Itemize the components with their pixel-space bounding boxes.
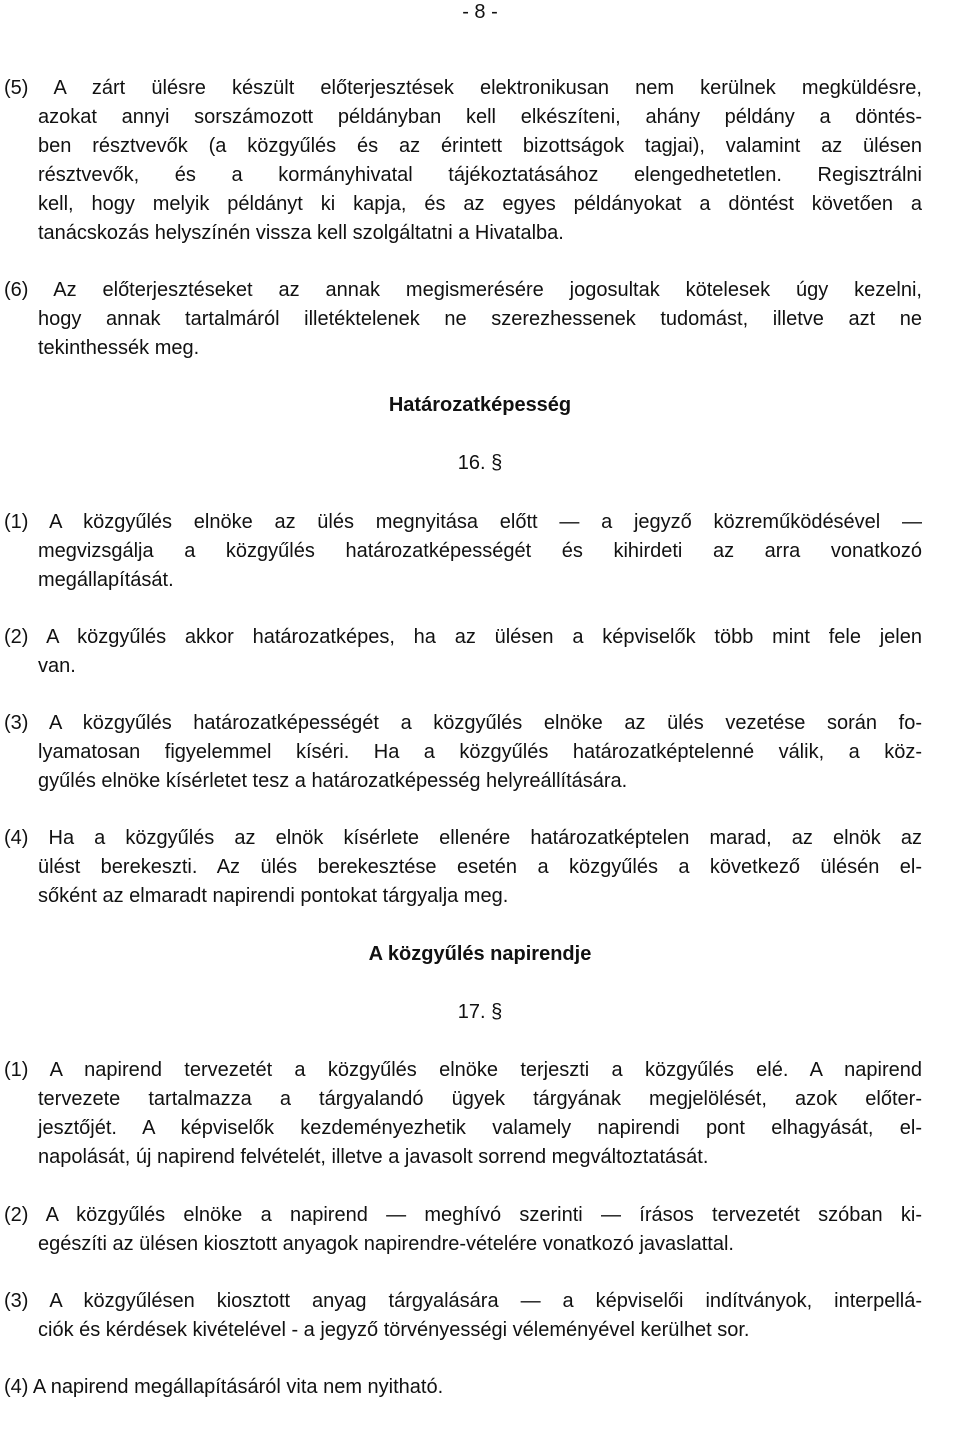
- paragraph-line: azokat annyi sorszámozott példányban kell elkészíteni, ahány példány a döntés-: [38, 106, 922, 128]
- paragraph-line: (4) A napirend megállapításáról vita nem nyitható.: [4, 1376, 444, 1398]
- paragraph-line: tervezete tartalmazza a tárgyalandó ügyek tárgyának megjelölését, azok előter-: [38, 1088, 922, 1110]
- paragraph-line: megállapítását.: [38, 569, 174, 591]
- paragraph-line: (1) A közgyűlés elnöke az ülés megnyitása előtt — a jegyző közreműködésével —: [4, 511, 922, 533]
- paragraph-line: tekinthessék meg.: [38, 337, 200, 359]
- paragraph-line: tanácskozás helyszínén vissza kell szolgáltatni a Hivatalba.: [38, 222, 564, 244]
- paragraph-line: egészíti az ülésen kiosztott anyagok napirendre-vételére vonatkozó javaslattal.: [38, 1233, 734, 1255]
- paragraph-line: hogy annak tartalmáról illetéktelenek ne szerezhessenek tudomást, illetve azt ne: [38, 308, 922, 330]
- paragraph-line: napolását, új napirend felvételét, illetve a javasolt sorrend megváltoztatását.: [38, 1146, 709, 1168]
- paragraph-line: résztvevők, és a kormányhivatal tájékoztatásához elengedhetetlen. Regisztrálni: [38, 164, 922, 186]
- paragraph-line: (3) A közgyűlésen kiosztott anyag tárgyalására — a képviselői indítványok, interpellá-: [4, 1290, 922, 1312]
- section-heading: Határozatképesség: [388, 394, 572, 416]
- page-number: - 8 -: [462, 1, 498, 23]
- paragraph-line: van.: [38, 655, 76, 677]
- section-heading: A közgyűlés napirendje: [368, 943, 592, 965]
- paragraph-line: (3) A közgyűlés határozatképességét a közgyűlés elnöke az ülés vezetése során fo-: [4, 712, 922, 734]
- paragraph-line: kell, hogy melyik példányt ki kapja, és az egyes példányokat a döntést követően a: [38, 193, 922, 215]
- paragraph-line: megvizsgálja a közgyűlés határozatképességét és kihirdeti az arra vonatkozó: [38, 540, 922, 562]
- paragraph-line: ben résztvevők (a közgyűlés és az érintett bizottságok tagjai), valamint az ülésen: [38, 135, 922, 157]
- section-number: 16. §: [457, 452, 503, 474]
- paragraph-line: (6) Az előterjesztéseket az annak megismerésére jogosultak kötelesek úgy kezelni,: [4, 279, 922, 301]
- paragraph-line: (5) A zárt ülésre készült előterjesztések elektronikusan nem kerülnek megküldésre,: [4, 77, 922, 99]
- paragraph-line: jesztőjét. A képviselők kezdeményezhetik valamely napirendi pont elhagyását, el-: [38, 1117, 922, 1139]
- paragraph-line: (2) A közgyűlés elnöke a napirend — meghívó szerinti — írásos tervezetét szóban ki-: [4, 1204, 922, 1226]
- paragraph-line: (4) Ha a közgyűlés az elnök kísérlete ellenére határozatképtelen marad, az elnök az: [4, 827, 922, 849]
- paragraph-line: lyamatosan figyelemmel kíséri. Ha a közgyűlés határozatképtelenné válik, a köz-: [38, 741, 922, 763]
- paragraph-line: sőként az elmaradt napirendi pontokat tárgyalja meg.: [38, 885, 509, 907]
- paragraph-line: (1) A napirend tervezetét a közgyűlés elnöke terjeszti a közgyűlés elé. A napirend: [4, 1059, 922, 1081]
- paragraph-line: gyűlés elnöke kísérletet tesz a határozatképesség helyreállítására.: [38, 770, 628, 792]
- paragraph-line: (2) A közgyűlés akkor határozatképes, ha az ülésen a képviselők több mint fele jelen: [4, 626, 922, 648]
- section-number: 17. §: [457, 1001, 503, 1023]
- paragraph-line: ülést berekeszti. Az ülés berekesztése esetén a közgyűlés a következő ülésén el-: [38, 856, 922, 878]
- paragraph-line: ciók és kérdések kivételével - a jegyző törvényességi véleményével kerülhet sor.: [38, 1319, 750, 1341]
